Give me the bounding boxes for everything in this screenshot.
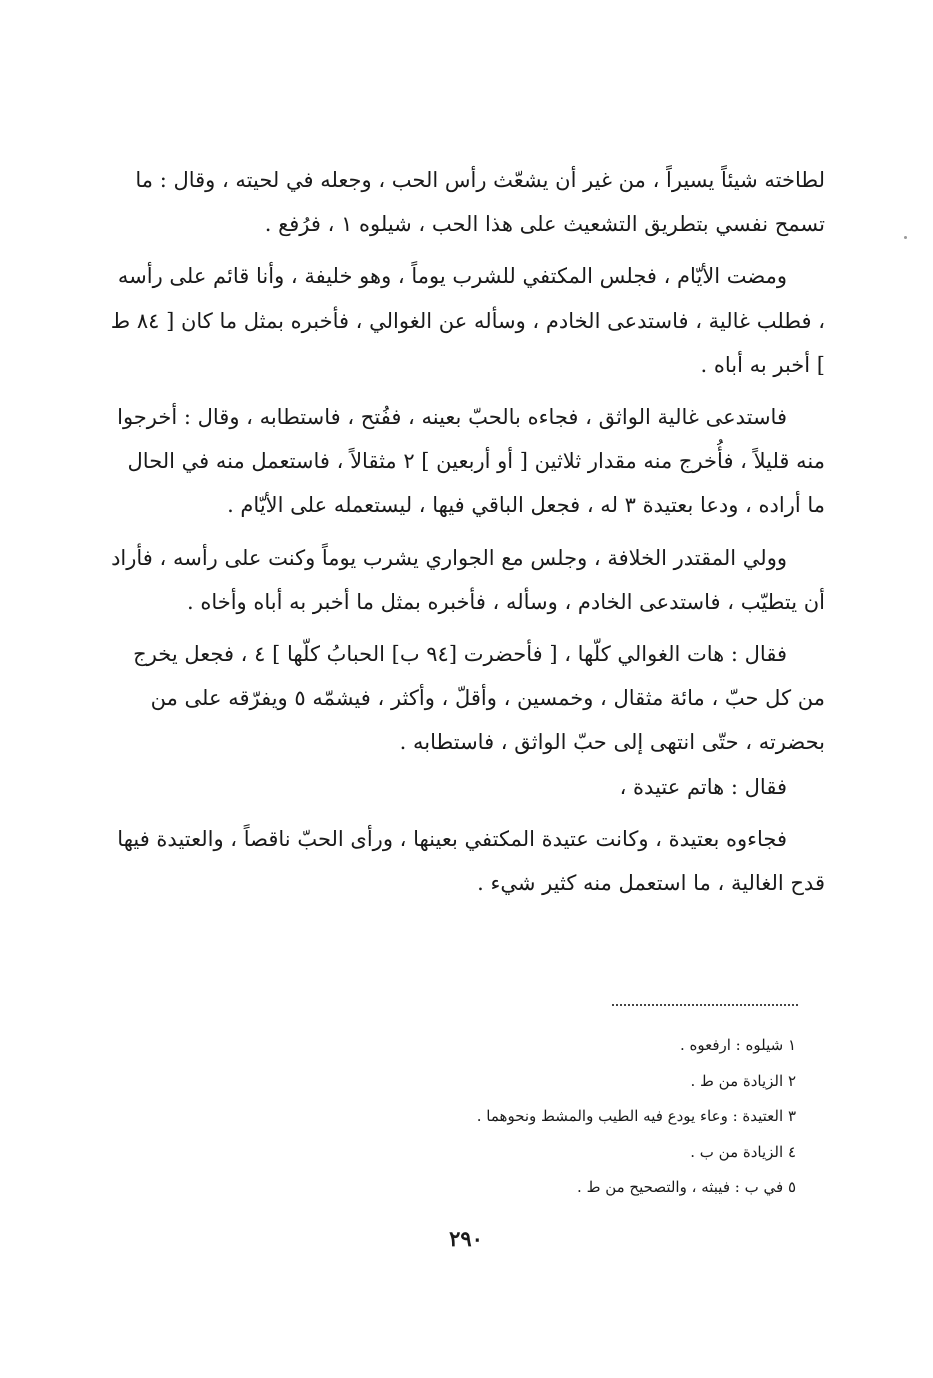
main-text (110, 158, 825, 913)
paragraph-7: فجاءوه بعتيدة ، وكانت عتيدة المكتفي بعينها ، ورأى الحبّ ناقصاً ، والعتيدة فيها قدح الغالية ، ما استعمل منه كثير شيء . (117, 826, 825, 896)
footnote-4: ٤ الزيادة من ب . (690, 1142, 796, 1161)
footnotes (300, 1028, 796, 1206)
footnote-2: ٢ الزيادة من ط . (690, 1071, 796, 1090)
paragraph-5: فقال : هات الغوالي كلّها ، [ فأحضرت [٩٤ ب] الحبابُ كلّها ] ٤ ، فجعل يخرج من كل حبّ ، مائة مثقال ، وخمسين ، وأقلّ ، وأكثر ، فيشمّه ٥ ويفرّقه على من بحضرته ، حتّى انتهى إلى حبّ الواثق ، فاستطابه . (133, 642, 825, 755)
footnote-divider (612, 1004, 798, 1006)
paragraph-2: ومضت الأيّام ، فجلس المكتفي للشرب يوماً ، وهو خليفة ، وأنا قائم على رأسه ، فطلب غالية ، فاستدعى الخادم ، وسأله عن الغوالي ، فأخبره بمثل ما كان [ ٨٤ ط ] أخبر به أباه . (110, 264, 825, 377)
footnote-3: ٣ العتيدة : وعاء يودع فيه الطيب والمشط ونحوهما . (476, 1107, 796, 1125)
footnote-1: ١ شيلوه : ارفعوه . (679, 1036, 796, 1054)
paragraph-6: فقال : هاتم عتيدة ، (619, 774, 787, 799)
footnote-5: ٥ في ب : فيبثه ، والتصحيح من ط . (577, 1178, 796, 1196)
paragraph-3: فاستدعى غالية الواثق ، فجاءه بالحبّ بعينه ، ففُتح ، فاستطابه ، وقال : أخرجوا منه قليلاً ، فأُخرج منه مقدار ثلاثين [ أو أربعين ] ٢ مثقالاً ، فاستعمل منه في الحال ما أراده ، ودعا بعتيدة ٣ له ، فجعل الباقي فيها ، ليستعمله على الأيّام . (117, 405, 825, 518)
paragraph-4: وولي المقتدر الخلافة ، وجلس مع الجواري يشرب يوماً وكنت على رأسه ، فأراد أن يتطيّب ، فاستدعى الخادم ، وسأله ، فأخبره بمثل ما أخبر به أباه وأخاه . (111, 545, 825, 614)
page-number: ٢٩٠ (449, 1226, 483, 1251)
scan-speck (904, 236, 907, 239)
paragraph-1: لطاخته شيئاً يسيراً ، من غير أن يشعّث رأس الحب ، وجعله في لحيته ، وقال : ما تسمح نفسي بتطريق التشعيث على هذا الحب ، شيلوه ١ ، فرُفع . (135, 168, 825, 237)
